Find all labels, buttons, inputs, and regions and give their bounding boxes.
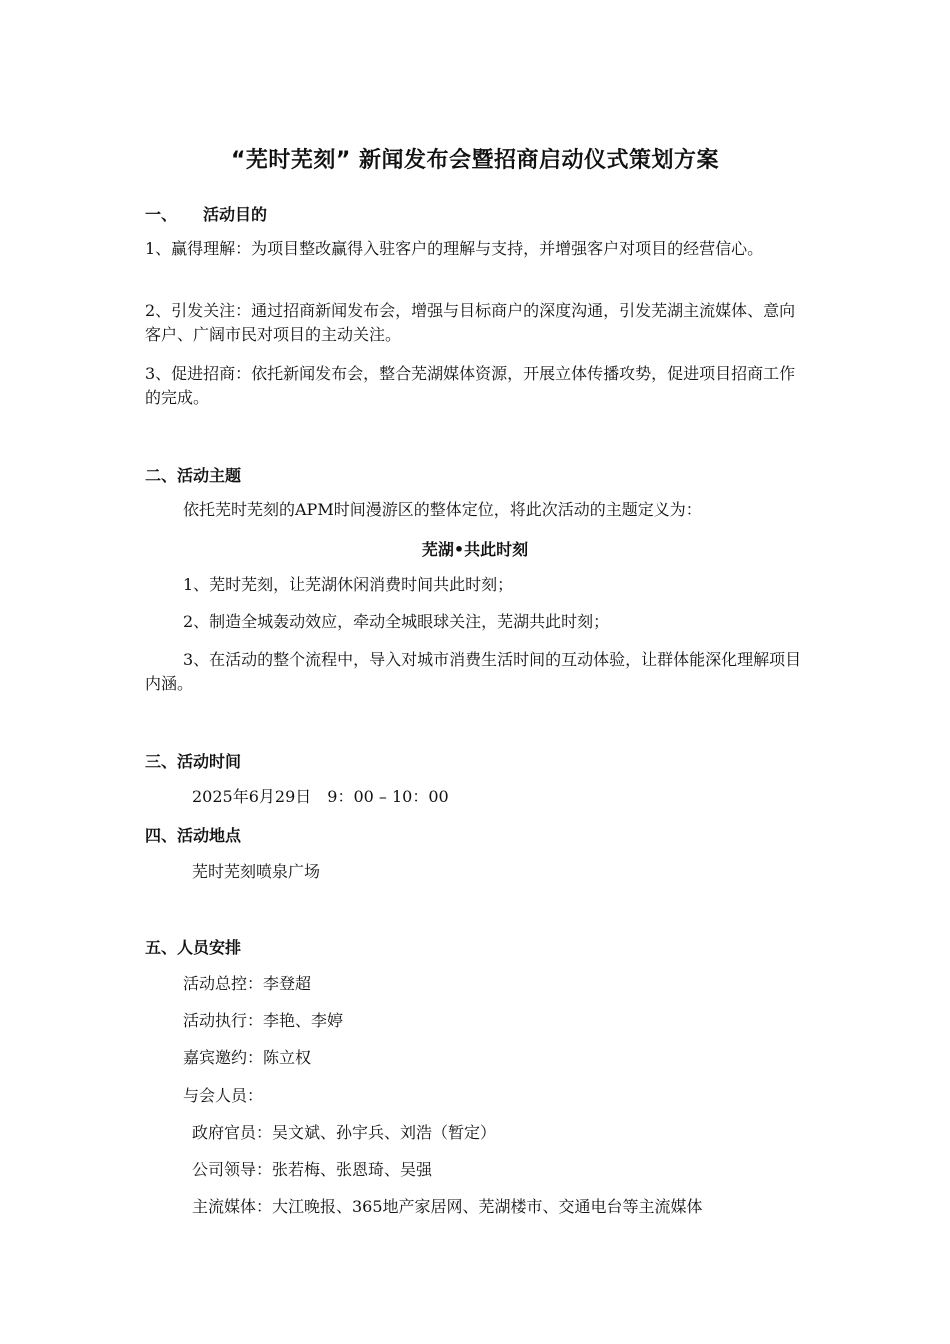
section-1-title: 活动目的 (203, 205, 268, 224)
section-2-heading: 二、活动主题 (145, 466, 242, 485)
staff-row-invitation: 嘉宾邀约：陈立权 (183, 1048, 312, 1067)
event-location: 芜时芜刻喷泉广场 (192, 862, 321, 881)
staff-row-control: 活动总控：李登超 (183, 974, 312, 993)
section-5-heading: 五、人员安排 (145, 938, 242, 957)
section-1-number: 一、 (145, 205, 178, 224)
section-2-theme: 芜湖•共此时刻 (421, 540, 529, 559)
section-1-heading (145, 202, 267, 225)
event-time: 2025年6月29日 9：00 – 10：00 (192, 787, 449, 806)
document-title: “芜时芜刻” 新闻发布会暨招商启动仪式策划方案 (230, 148, 720, 173)
attendee-government: 政府官员：吴文斌、孙宇兵、刘浩（暂定） (192, 1123, 497, 1142)
section-2-item-3: 3、在活动的整个流程中，导入对城市消费生活时间的互动体验，让群体能深化理解项目内涵。 (145, 650, 802, 693)
section-1-item-2: 2、引发关注：通过招商新闻发布会，增强与目标商户的深度沟通，引发芜湖主流媒体、意向客户、广阔市民对项目的主动关注。 (145, 301, 796, 344)
section-1-item-3: 3、促进招商：依托新闻发布会，整合芜湖媒体资源，开展立体传播攻势，促进项目招商工作的完成。 (145, 364, 796, 407)
attendee-company: 公司领导：张若梅、张恩琦、吴强 (192, 1160, 433, 1179)
section-2-item-2: 2、制造全城轰动效应，牵动全城眼球关注，芜湖共此时刻； (183, 612, 610, 631)
section-1-item-1: 1、赢得理解：为项目整改赢得入驻客户的理解与支持，并增强客户对项目的经营信心。 (145, 239, 764, 258)
section-2-item-1: 1、芜时芜刻，让芜湖休闲消费时间共此时刻； (183, 575, 514, 594)
section-2-intro: 依托芜时芜刻的APM时间漫游区的整体定位，将此次活动的主题定义为： (183, 500, 702, 519)
section-4-heading: 四、活动地点 (145, 826, 242, 845)
staff-row-execution: 活动执行：李艳、李婷 (183, 1011, 344, 1030)
staff-row-attendees: 与会人员： (183, 1086, 264, 1105)
attendee-media: 主流媒体：大江晚报、365地产家居网、芜湖楼市、交通电台等主流媒体 (192, 1197, 703, 1216)
section-3-heading: 三、活动时间 (145, 752, 242, 771)
